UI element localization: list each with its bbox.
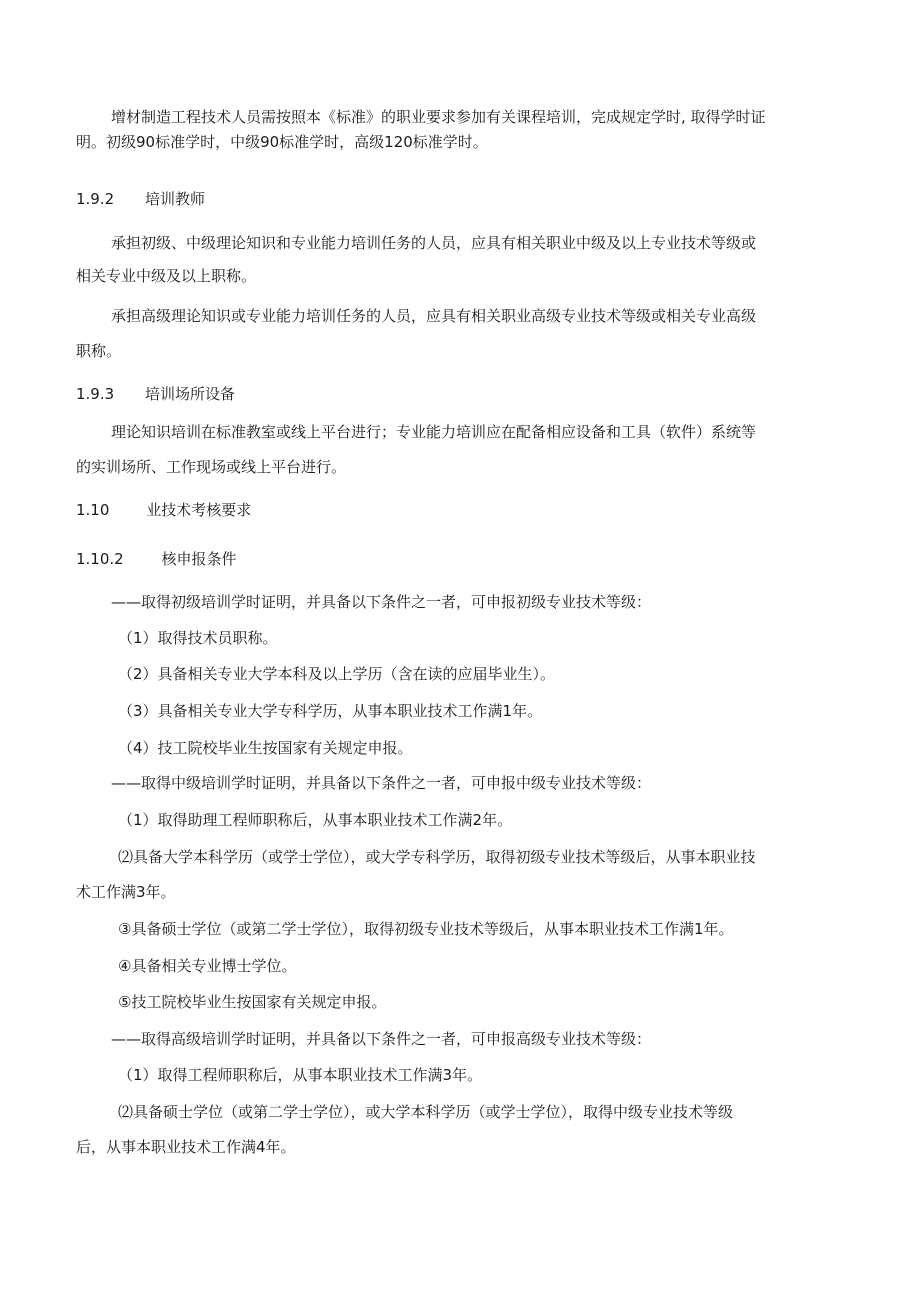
section-heading-1-9-2 bbox=[76, 189, 205, 209]
paragraph-line: 理论知识培训在标准教室或线上平台进行；专业能力培训应在配备相应设备和工具（软件）系统等 bbox=[111, 423, 757, 441]
section-title: 培训教师 bbox=[144, 190, 205, 208]
list-item-continuation: 术工作满3年。 bbox=[76, 883, 176, 901]
list-intro-middle: ——取得中级培训学时证明，并具备以下条件之一者，可申报中级专业技术等级： bbox=[111, 774, 652, 792]
list-item: ③具备硕士学位（或第二学士学位），取得初级专业技术等级后，从事本职业技术工作满1年。 bbox=[118, 920, 734, 938]
section-number: 1.9.3 bbox=[76, 385, 115, 403]
section-title: 核申报条件 bbox=[161, 550, 237, 568]
list-item: （3）具备相关专业大学专科学历，从事本职业技术工作满1年。 bbox=[118, 702, 543, 720]
section-heading-1-9-3 bbox=[76, 384, 235, 404]
paragraph-line: 增材制造工程技术人员需按照本《标准》的职业要求参加有关课程培训，完成规定学时, 取得学时证 bbox=[111, 108, 766, 126]
list-item-continuation: 后，从事本职业技术工作满4年。 bbox=[76, 1138, 296, 1156]
list-intro-senior: ——取得高级培训学时证明，并具备以下条件之一者，可申报高级专业技术等级： bbox=[111, 1030, 652, 1048]
section-number: 1.10 bbox=[76, 501, 110, 519]
list-item: （1）取得工程师职称后，从事本职业技术工作满3年。 bbox=[118, 1066, 483, 1084]
section-heading-1-10-2 bbox=[76, 549, 237, 569]
section-number: 1.9.2 bbox=[76, 190, 115, 208]
list-item: ⑤技工院校毕业生按国家有关规定申报。 bbox=[118, 993, 387, 1011]
paragraph-line: 承担高级理论知识或专业能力培训任务的人员，应具有相关职业高级专业技术等级或相关专业高级 bbox=[111, 307, 757, 325]
paragraph-line: 的实训场所、工作现场或线上平台进行。 bbox=[76, 458, 347, 476]
section-number: 1.10.2 bbox=[76, 550, 124, 568]
list-intro-junior: ——取得初级培训学时证明，并具备以下条件之一者，可申报初级专业技术等级： bbox=[111, 593, 652, 611]
list-item: ⑵具备大学本科学历（或学士学位），或大学专科学历，取得初级专业技术等级后，从事本职业技 bbox=[118, 848, 756, 866]
paragraph-line: 承担初级、中级理论知识和专业能力培训任务的人员，应具有相关职业中级及以上专业技术等级或 bbox=[111, 234, 757, 252]
paragraph-line: 明。初级90标准学时，中级90标准学时，高级120标准学时。 bbox=[76, 133, 488, 151]
paragraph-line: 职称。 bbox=[76, 342, 122, 360]
paragraph-line: 相关专业中级及以上职称。 bbox=[76, 267, 257, 285]
list-item: （1）取得助理工程师职称后，从事本职业技术工作满2年。 bbox=[118, 811, 513, 829]
list-item: ④具备相关专业博士学位。 bbox=[118, 957, 297, 975]
section-heading-1-10 bbox=[76, 500, 251, 520]
list-item: （2）具备相关专业大学本科及以上学历（含在读的应届毕业生）。 bbox=[118, 665, 556, 683]
section-title: 培训场所设备 bbox=[144, 385, 235, 403]
list-item: ⑵具备硕士学位（或第二学士学位），或大学本科学历（或学士学位），取得中级专业技术等级 bbox=[118, 1103, 734, 1121]
section-title: 业技术考核要求 bbox=[146, 501, 252, 519]
list-item: （4）技工院校毕业生按国家有关规定申报。 bbox=[118, 739, 413, 757]
list-item: （1）取得技术员职称。 bbox=[118, 629, 278, 647]
